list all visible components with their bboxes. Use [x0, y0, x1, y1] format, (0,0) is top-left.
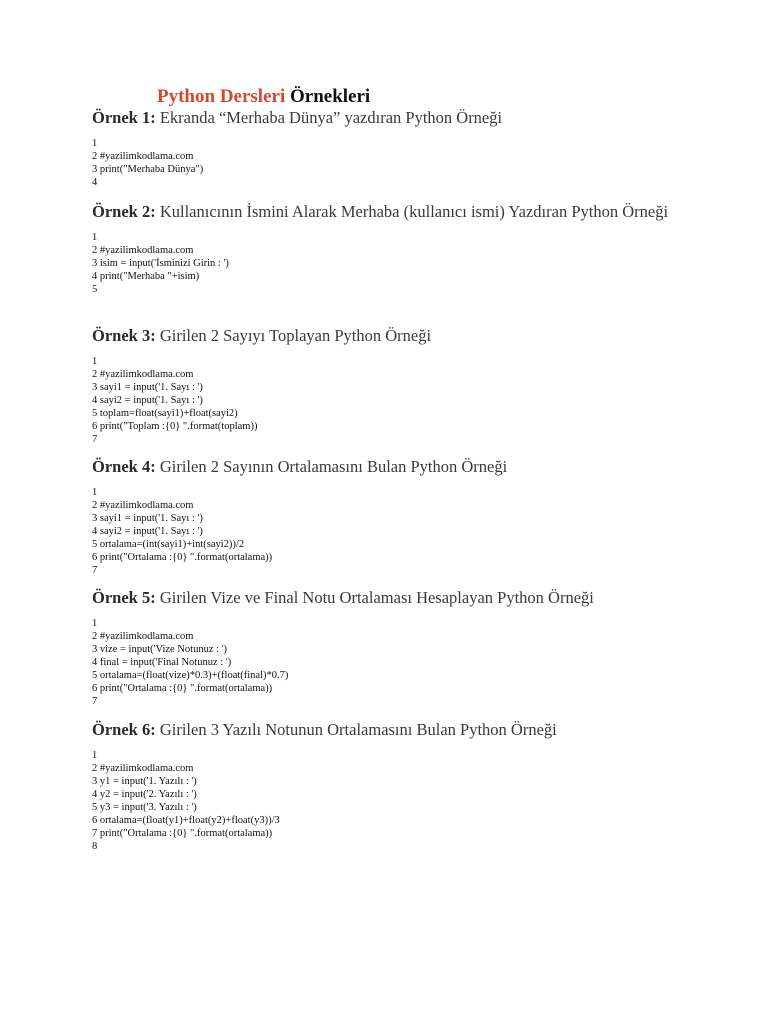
code-line: 3 print("Merhaba Dünya")	[92, 164, 204, 175]
example-4	[92, 457, 682, 577]
code-line: 5 ortalama=(float(vize)*0.3)+(float(final)*0.7)	[92, 670, 289, 681]
code-line: 1	[92, 750, 98, 761]
code-line: 4 sayi2 = input('1. Sayı : ')	[92, 526, 203, 537]
code-line: 6 ortalama=(float(y1)+float(y2)+float(y3))/3	[92, 815, 280, 826]
code-line: 2 #yazilimkodlama.com	[92, 245, 194, 256]
code-line: 1	[92, 356, 98, 367]
code-line: 6 print("Toplam :{0} ".format(toplam))	[92, 421, 258, 432]
code-line: 5 toplam=float(sayi1)+float(sayi2)	[92, 408, 238, 419]
example-heading	[92, 720, 682, 740]
example-heading	[92, 108, 682, 128]
code-line: 7	[92, 565, 98, 576]
code-line: 5 ortalama=(int(sayi1)+int(sayi2))/2	[92, 539, 245, 550]
code-line: 4	[92, 177, 98, 188]
example-5	[92, 588, 682, 708]
example-heading	[92, 457, 682, 477]
code-line: 7 print("Ortalama :{0} ".format(ortalama))	[92, 828, 273, 839]
code-line: 4 y2 = input('2. Yazılı : ')	[92, 789, 197, 800]
code-line: 2 #yazilimkodlama.com	[92, 369, 194, 380]
code-line: 4 sayi2 = input('1. Sayı : ')	[92, 395, 203, 406]
example-title: Girilen 2 Sayının Ortalamasını Bulan Python Örneği	[159, 457, 508, 476]
title-rest: Örnekleri	[289, 86, 371, 107]
code-line: 1	[92, 618, 98, 629]
code-line: 7	[92, 434, 98, 445]
example-2	[92, 202, 682, 296]
example-title: Ekranda “Merhaba Dünya” yazdıran Python Örneği	[159, 108, 503, 127]
code-block	[92, 486, 682, 577]
example-title: Kullanıcının İsmini Alarak Merhaba (kullanıcı ismi) Yazdıran Python Örneği	[159, 202, 669, 221]
example-heading	[92, 202, 682, 222]
example-title: Girilen Vize ve Final Notu Ortalaması Hesaplayan Python Örneği	[159, 588, 594, 607]
code-line: 3 isim = input('İsminizi Girin : ')	[92, 258, 229, 269]
code-line: 1	[92, 138, 98, 149]
example-label: Örnek 5:	[92, 588, 156, 607]
code-line: 6 print("Ortalama :{0} ".format(ortalama))	[92, 552, 273, 563]
example-label: Örnek 4:	[92, 457, 156, 476]
code-block	[92, 137, 682, 189]
code-line: 2 #yazilimkodlama.com	[92, 500, 194, 511]
code-line: 6 print("Ortalama :{0} ".format(ortalama))	[92, 683, 273, 694]
code-block	[92, 749, 682, 853]
code-line: 5	[92, 284, 98, 295]
code-block	[92, 355, 682, 446]
code-line: 7	[92, 696, 98, 707]
code-block	[92, 231, 682, 296]
code-line: 8	[92, 841, 98, 852]
code-line: 3 y1 = input('1. Yazılı : ')	[92, 776, 197, 787]
code-line: 1	[92, 232, 98, 243]
code-line: 3 sayi1 = input('1. Sayı : ')	[92, 382, 203, 393]
example-title: Girilen 2 Sayıyı Toplayan Python Örneği	[159, 326, 432, 345]
example-label: Örnek 2:	[92, 202, 156, 221]
code-line: 4 final = input('Final Notunuz : ')	[92, 657, 232, 668]
title-accent: Python Dersleri	[157, 86, 286, 107]
code-line: 3 vize = input('Vize Notunuz : ')	[92, 644, 228, 655]
code-line: 3 sayi1 = input('1. Sayı : ')	[92, 513, 203, 524]
example-3	[92, 326, 682, 446]
example-heading	[92, 588, 682, 608]
example-label: Örnek 1:	[92, 108, 156, 127]
code-line: 5 y3 = input('3. Yazılı : ')	[92, 802, 197, 813]
example-6	[92, 720, 682, 853]
code-line: 2 #yazilimkodlama.com	[92, 763, 194, 774]
code-line: 2 #yazilimkodlama.com	[92, 631, 194, 642]
example-1	[92, 108, 682, 189]
example-label: Örnek 6:	[92, 720, 156, 739]
example-label: Örnek 3:	[92, 326, 156, 345]
code-line: 2 #yazilimkodlama.com	[92, 151, 194, 162]
example-title: Girilen 3 Yazılı Notunun Ortalamasını Bulan Python Örneği	[159, 720, 557, 739]
page-title	[157, 85, 370, 109]
code-block	[92, 617, 682, 708]
code-line: 4 print("Merhaba "+isim)	[92, 271, 200, 282]
code-line: 1	[92, 487, 98, 498]
example-heading	[92, 326, 682, 346]
